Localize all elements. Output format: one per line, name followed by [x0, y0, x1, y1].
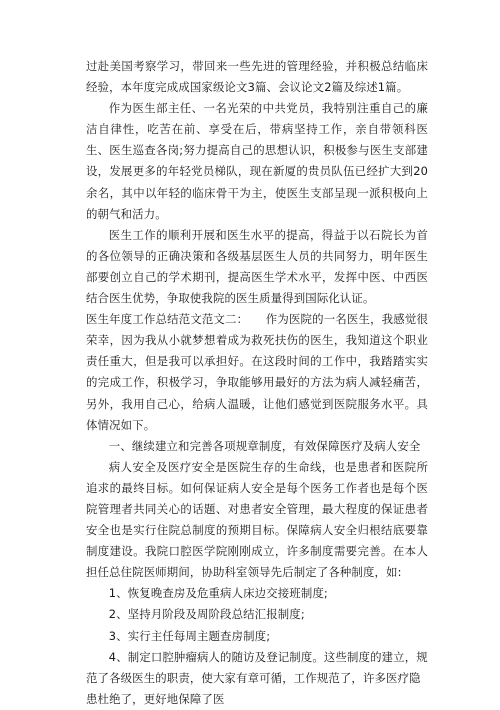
paragraph-1: 过赴美国考察学习，带回来一些先进的管理经验，并积极总结临床经验，本年度完成成国家级论文3篇、会议论文2篇及综述1篇。	[86, 59, 428, 95]
list-item: 1、恢复晚查房及危重病人床边交接班制度;	[108, 586, 328, 601]
list-item: 4、制定口腔肿瘤病人的随访及登记制度。这些制度的建立，规范了各级医生的职责，使大家有章可循，工作规范了，许多医疗隐患杜绝了，更好地保障了医	[86, 649, 428, 706]
list-item: 2、坚持月阶段及周阶段总结汇报制度;	[108, 607, 305, 622]
list-item: 3、实行主任每周主题查房制度;	[108, 628, 271, 643]
section-heading: 一、继续建立和完善各项规章制度，有效保障医疗及病人安全	[108, 438, 421, 453]
document-body	[86, 56, 428, 710]
paragraph-3: 医生工作的顺利开展和医生水平的提高，得益于以石院长为首的各位领导的正确决策和各级基层医生人员的共同努力，明年医生部要创立自己的学术期刊，提高医生学术水平，发挥中医、中西医结合医生优势，争取使我院的医生质量得到国际化认证。	[86, 227, 428, 306]
paragraph-4: 医生年度工作总结范文范文二： 作为医院的一名医生，我感觉很荣幸，因为我从小就梦想着成为救死扶伤的医生，我知道这个职业责任重大，但是我可以承担好。在这段时间的工作中，我踏踏实实的完成工作，积极学习，争取能够用最好的方法为病人减轻痛苦，另外，我用自己心，给病人温暖，让他们感觉到医院服务水平。具体情况如下。	[86, 312, 428, 432]
paragraph-5: 病人安全及医疗安全是医院生存的生命线，也是患者和医院所追求的最终目标。如何保证病人安全是每个医务工作者也是每个医院管理者共同关心的话题、对患者安全管理，最大程度的保证患者安全也是实行住院总制度的预期目标。保障病人安全归根结底要靠制度建设。我院口腔医学院刚刚成立，许多制度需要完善。在本人担任总住院医师期间，协助科室领导先后制定了各种制度，如:	[86, 459, 428, 580]
paragraph-2: 作为医生部主任、一名光荣的中共党员，我特别注重自己的廉洁自律性，吃苦在前、享受在后，带病坚持工作，亲自带领科医生、医生巡查各岗;努力提高自己的思想认识，积极参与医生支部建设，发展更多的年轻党员梯队，现在新厦的贵员队伍已经扩大到20余名，其中以年轻的临床骨干为主，使医生支部呈现一派积极向上的朝气和活力。	[86, 101, 428, 221]
